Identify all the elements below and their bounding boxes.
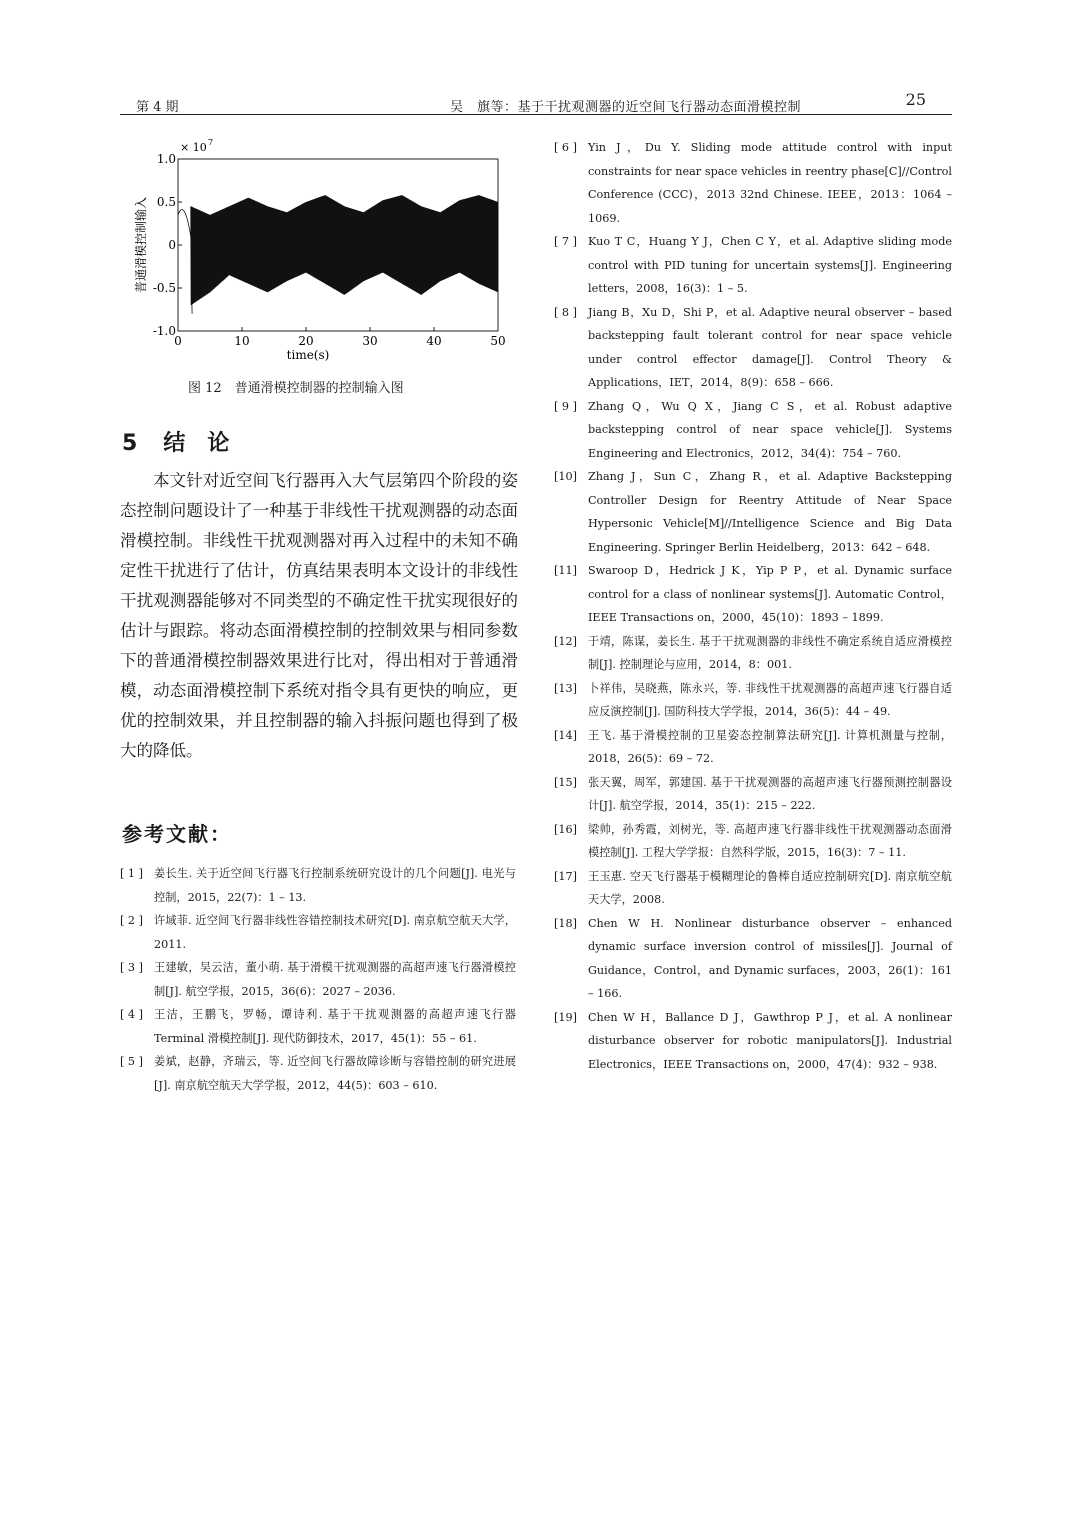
reference-number: [ 6 ] — [554, 141, 577, 154]
reference-item — [554, 912, 952, 1006]
reference-text: 姜长生. 关于近空间飞行器飞行控制系统研究设计的几个问题[J]. 电光与控制，2015，22(7)：1 – 13. — [154, 867, 516, 904]
control-input-chart — [120, 135, 520, 375]
section-number: 5 — [122, 431, 140, 456]
section-heading — [122, 426, 251, 457]
y-axis-label: 普通滑模控制输入 — [134, 196, 148, 294]
x-tick-label: 50 — [490, 334, 506, 348]
reference-item — [120, 956, 516, 1003]
x-tick-label: 20 — [298, 334, 314, 348]
references-heading: 参考文献： — [122, 822, 232, 846]
reference-item — [120, 862, 516, 909]
references-right-column — [554, 136, 952, 1076]
y-tick-label: -0.5 — [152, 281, 176, 295]
conclusion-body — [120, 466, 518, 766]
x-tick-label: 30 — [362, 334, 378, 348]
running-title: 吴 旗等：基于干扰观测器的近空间飞行器动态面滑模控制 — [450, 100, 802, 115]
reference-text: 王玉惠. 空天飞行器基于模糊理论的鲁棒自适应控制研究[D]. 南京航空航天大学，2008. — [588, 869, 952, 906]
control-input-series — [191, 195, 498, 305]
reference-item — [120, 1050, 516, 1097]
reference-text: Chen W H，Ballance D J，Gawthrop P J，et al. A nonlinear disturbance observer for robotic manipulators[J]. Industrial Electronics，IEEE Transactions on，2000，47(4)：932 – 938. — [588, 1010, 952, 1071]
reference-number: [15] — [554, 775, 577, 789]
reference-item — [554, 301, 952, 395]
x-axis-label: time(s) — [286, 348, 330, 362]
reference-number: [ 7 ] — [554, 235, 577, 248]
reference-number: [ 5 ] — [120, 1055, 143, 1068]
reference-text: Yin J，Du Y. Sliding mode attitude control with input constraints for near space vehicles in reentry phase[C]//Control Conference (CCC)，2013 32nd Chinese. IEEE，2013：1064 – 1069. — [588, 141, 952, 225]
reference-number: [ 9 ] — [554, 399, 577, 413]
reference-item — [554, 818, 952, 865]
reference-text: Chen W H. Nonlinear disturbance observer – enhanced dynamic surface inversion control of missiles[J]. Journal of Guidance，Control，and Dynamic surfaces，2003，26(1)：161 – 166. — [588, 916, 952, 1000]
reference-text: Zhang Q，Wu Q X，Jiang C S，et al. Robust adaptive backstepping control of near space vehicle[J]. Systems Engineering and Electronics，2012，34(4)：754 – 760. — [588, 399, 952, 460]
reference-item — [554, 677, 952, 724]
reference-number: [ 2 ] — [120, 914, 143, 927]
figure-12 — [120, 135, 520, 405]
reference-number: [17] — [554, 869, 577, 883]
running-header — [120, 88, 952, 115]
reference-number: [ 8 ] — [554, 305, 577, 319]
reference-item — [554, 465, 952, 559]
reference-text: 王飞. 基于滑模控制的卫星姿态控制算法研究[J]. 计算机测量与控制，2018，26(5)：69 – 72. — [588, 728, 952, 765]
reference-item — [120, 1003, 516, 1050]
reference-item — [554, 630, 952, 677]
y-tick-label: -1.0 — [152, 324, 176, 338]
reference-item — [554, 230, 952, 301]
reference-text: 于靖，陈谋，姜长生. 基于干扰观测器的非线性不确定系统自适应滑模控制[J]. 控制理论与应用，2014，8：001. — [588, 634, 952, 671]
section-title: 结论 — [163, 431, 252, 456]
initial-transient — [178, 210, 192, 314]
reference-text: 王洁，王鹏飞，罗畅，谭诗利. 基于干扰观测器的高超声速飞行器 Terminal 滑模控制[J]. 现代防御技术，2017，45(1)：55 – 61. — [154, 1008, 516, 1045]
reference-number: [18] — [554, 916, 577, 930]
reference-number: [ 1 ] — [120, 867, 143, 880]
reference-number: [ 4 ] — [120, 1008, 143, 1021]
reference-item — [554, 1006, 952, 1077]
reference-text: Zhang J，Sun C，Zhang R，et al. Adaptive Backstepping Controller Design for Reentry Attitude of Near Space Hypersonic Vehicle[M]//Intelligence Science and Big Data Engineering. Springer Berlin Heidelberg，2013：642 – 648. — [588, 470, 952, 554]
issue-label: 第 4 期 — [136, 100, 179, 115]
reference-text: 姜斌，赵静，齐瑞云，等. 近空间飞行器故障诊断与容错控制的研究进展[J]. 南京航空航天大学学报，2012，44(5)：603 – 610. — [154, 1055, 516, 1092]
scale-label: × 10 — [180, 141, 207, 154]
reference-number: [19] — [554, 1010, 577, 1024]
reference-number: [ 3 ] — [120, 961, 143, 974]
conclusion-paragraph: 本文针对近空间飞行器再入大气层第四个阶段的姿态控制问题设计了一种基于非线性干扰观测器的动态面滑模控制。非线性干扰观测器对再入过程中的未知不确定性干扰进行了估计，仿真结果表明本文设计的非线性干扰观测器能够对不同类型的不确定性干扰实现很好的估计与跟踪。将动态面滑模控制的控制效果与相同参数下的普通滑模控制器效果进行比对，得出相对于普通滑模，动态面滑模控制下系统对指令具有更快的响应，更优的控制效果，并且控制器的输入抖振问题也得到了极大的降低。 — [120, 471, 518, 760]
reference-text: 张天翼，周军，郭建国. 基于干扰观测器的高超声速飞行器预测控制器设计[J]. 航空学报，2014，35(1)：215 – 222. — [588, 775, 952, 812]
reference-item — [554, 771, 952, 818]
page-number: 25 — [905, 90, 926, 109]
scale-exponent: 7 — [208, 138, 214, 147]
x-tick-label: 40 — [426, 334, 442, 348]
reference-text: 梁帅，孙秀霞，刘树光，等. 高超声速飞行器非线性干扰观测器动态面滑模控制[J]. 工程大学学报：自然科学版，2015，16(3)：7 – 11. — [588, 822, 952, 859]
references-left-column — [120, 862, 516, 1097]
reference-text: 卜祥伟，吴晓燕，陈永兴，等. 非线性干扰观测器的高超声速飞行器自适应反演控制[J]. 国防科技大学学报，2014，36(5)：44 – 49. — [588, 681, 952, 718]
reference-item — [554, 865, 952, 912]
reference-number: [10] — [554, 470, 577, 483]
y-tick-label: 0.5 — [156, 195, 176, 209]
reference-text: Kuo T C，Huang Y J，Chen C Y，et al. Adaptive sliding mode control with PID tuning for uncertain systems[J]. Engineering letters，2008，16(3)：1 – 5. — [588, 235, 952, 295]
reference-number: [14] — [554, 728, 577, 742]
reference-item — [120, 909, 516, 956]
reference-item — [554, 724, 952, 771]
reference-text: 王建敏，吴云洁，董小萌. 基于滑模干扰观测器的高超声速飞行器滑模控制[J]. 航空学报，2015，36(6)：2027 – 2036. — [154, 961, 516, 998]
reference-item — [554, 559, 952, 630]
reference-text: Swaroop D，Hedrick J K，Yip P P，et al. Dynamic surface control for a class of nonlinear systems[J]. Automatic Control，IEEE Transactions on，2000，45(10)：1893 – 1899. — [588, 564, 952, 624]
figure-caption: 图 12 普通滑模控制器的控制输入图 — [188, 381, 404, 396]
y-tick-label: 1.0 — [156, 152, 176, 166]
x-tick-label: 0 — [174, 334, 182, 348]
reference-number: [13] — [554, 681, 577, 695]
y-tick-label: 0 — [168, 238, 176, 252]
reference-text: 许域菲. 近空间飞行器非线性容错控制技术研究[D]. 南京航空航天大学，2011. — [154, 914, 516, 951]
reference-number: [12] — [554, 634, 577, 648]
reference-text: Jiang B，Xu D，Shi P，et al. Adaptive neural observer – based backstepping fault tolerant control for near space vehicle under control effector damage[J]. Control Theory & Applications，IET，2014，8(9)：658 – 666. — [588, 305, 952, 389]
reference-item — [554, 395, 952, 466]
reference-number: [16] — [554, 822, 577, 836]
reference-item — [554, 136, 952, 230]
reference-number: [11] — [554, 564, 577, 577]
x-tick-label: 10 — [234, 334, 250, 348]
